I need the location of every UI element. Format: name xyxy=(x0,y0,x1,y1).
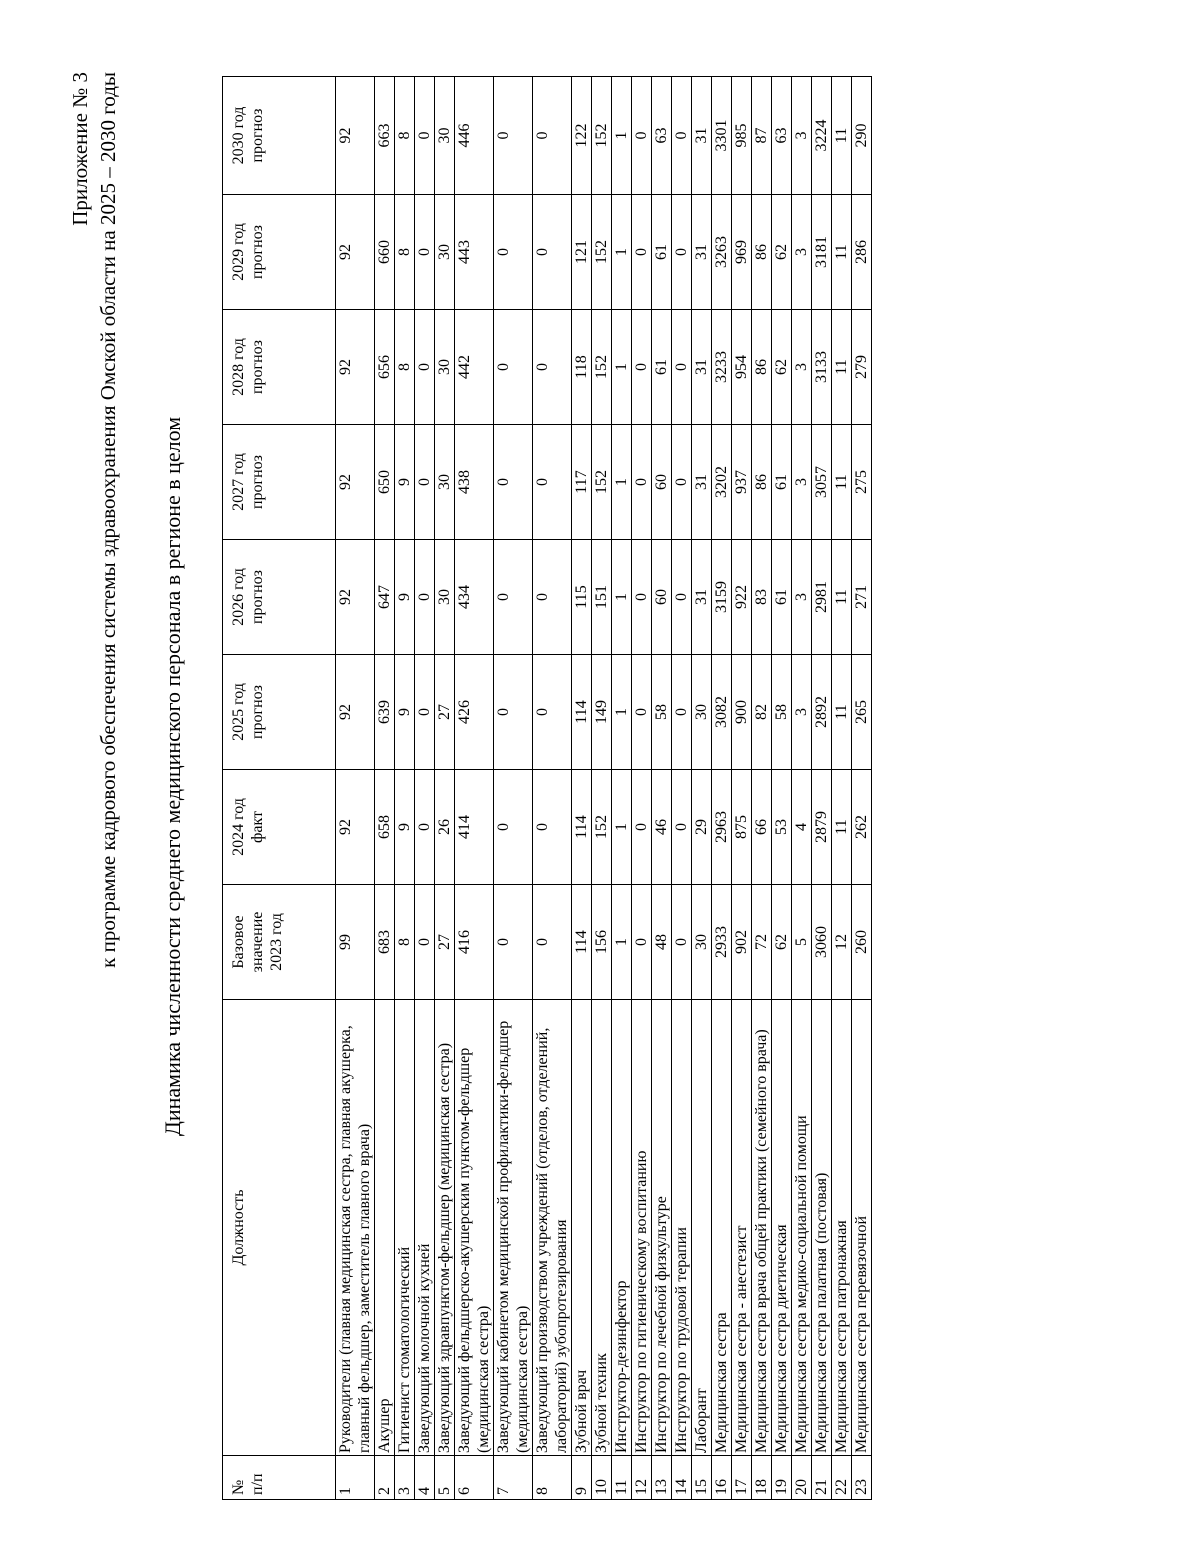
value-fact-2024: 658 xyxy=(375,770,395,885)
value-base-2023: 416 xyxy=(455,885,494,1000)
value-forecast-2030: 3224 xyxy=(812,77,832,195)
value-forecast-2029: 0 xyxy=(533,195,572,310)
position-name: Инструктор по гигиеническому воспитанию xyxy=(632,1000,652,1456)
header-2025-line1: 2025 год xyxy=(230,683,247,741)
row-number: 22 xyxy=(832,1456,852,1500)
position-name: Заведующий кабинетом медицинской профилактики-фельдшер (медицинская сестра) xyxy=(494,1000,533,1456)
value-forecast-2025: 2892 xyxy=(812,655,832,770)
value-fact-2024: 9 xyxy=(395,770,415,885)
value-forecast-2028: 279 xyxy=(852,310,872,425)
value-forecast-2029: 11 xyxy=(832,195,852,310)
row-number: 1 xyxy=(336,1456,375,1500)
table-row xyxy=(572,77,592,1500)
value-forecast-2029: 969 xyxy=(732,195,752,310)
position-name: Медицинская сестра врача общей практики (семейного врача) xyxy=(752,1000,772,1456)
value-forecast-2026: 434 xyxy=(455,540,494,655)
table-row xyxy=(852,77,872,1500)
position-name: Медицинская сестра палатная (постовая) xyxy=(812,1000,832,1456)
table-row xyxy=(455,77,494,1500)
value-forecast-2028: 0 xyxy=(632,310,652,425)
header-2028-line2: прогноз xyxy=(249,340,266,395)
value-forecast-2028: 442 xyxy=(455,310,494,425)
value-forecast-2029: 8 xyxy=(395,195,415,310)
table-row xyxy=(712,77,732,1500)
value-forecast-2027: 92 xyxy=(336,425,375,540)
value-forecast-2029: 62 xyxy=(772,195,792,310)
value-forecast-2028: 3 xyxy=(792,310,812,425)
header-2028 xyxy=(223,310,336,425)
value-fact-2024: 92 xyxy=(336,770,375,885)
value-fact-2024: 2963 xyxy=(712,770,732,885)
row-number: 14 xyxy=(672,1456,692,1500)
position-name: Медицинская сестра медико-социальной помощи xyxy=(792,1000,812,1456)
value-base-2023: 0 xyxy=(632,885,652,1000)
value-forecast-2030: 446 xyxy=(455,77,494,195)
value-base-2023: 62 xyxy=(772,885,792,1000)
value-fact-2024: 29 xyxy=(692,770,712,885)
table-row xyxy=(533,77,572,1500)
value-forecast-2028: 118 xyxy=(572,310,592,425)
value-forecast-2030: 985 xyxy=(732,77,752,195)
header-2025 xyxy=(223,655,336,770)
value-forecast-2026: 61 xyxy=(772,540,792,655)
value-forecast-2027: 0 xyxy=(672,425,692,540)
value-forecast-2026: 3159 xyxy=(712,540,732,655)
value-forecast-2030: 8 xyxy=(395,77,415,195)
table-row xyxy=(792,77,812,1500)
value-forecast-2026: 31 xyxy=(692,540,712,655)
value-forecast-2025: 1 xyxy=(612,655,632,770)
value-forecast-2030: 0 xyxy=(415,77,435,195)
header-base-line1: Базовое xyxy=(230,915,247,969)
value-forecast-2030: 3301 xyxy=(712,77,732,195)
value-forecast-2029: 286 xyxy=(852,195,872,310)
position-name: Гигиенист стоматологический xyxy=(395,1000,415,1456)
value-base-2023: 114 xyxy=(572,885,592,1000)
value-forecast-2025: 265 xyxy=(852,655,872,770)
value-forecast-2030: 63 xyxy=(652,77,672,195)
value-fact-2024: 0 xyxy=(672,770,692,885)
appendix-program: к программе кадрового обеспечения системы здравоохранения Омской области на 2025 – 2030 годы xyxy=(96,72,120,968)
value-forecast-2027: 275 xyxy=(852,425,872,540)
table-row xyxy=(592,77,612,1500)
value-forecast-2030: 152 xyxy=(592,77,612,195)
table-row xyxy=(494,77,533,1500)
value-fact-2024: 0 xyxy=(533,770,572,885)
value-fact-2024: 0 xyxy=(494,770,533,885)
value-forecast-2027: 152 xyxy=(592,425,612,540)
table-row xyxy=(336,77,375,1500)
position-name: Акушер xyxy=(375,1000,395,1456)
value-forecast-2025: 82 xyxy=(752,655,772,770)
value-base-2023: 99 xyxy=(336,885,375,1000)
header-idx-line2: п/п xyxy=(249,1473,266,1495)
value-forecast-2027: 3202 xyxy=(712,425,732,540)
position-name: Заведующий здравпунктом-фельдшер (медицинская сестра) xyxy=(435,1000,455,1456)
value-forecast-2028: 30 xyxy=(435,310,455,425)
row-number: 18 xyxy=(752,1456,772,1500)
header-2029-line1: 2029 год xyxy=(230,223,247,281)
row-number: 9 xyxy=(572,1456,592,1500)
value-forecast-2029: 660 xyxy=(375,195,395,310)
position-name: Медицинская сестра патронажная xyxy=(832,1000,852,1456)
value-base-2023: 3060 xyxy=(812,885,832,1000)
value-forecast-2026: 1 xyxy=(612,540,632,655)
value-base-2023: 48 xyxy=(652,885,672,1000)
header-2027-line1: 2027 год xyxy=(230,453,247,511)
table-row xyxy=(812,77,832,1500)
position-name: Медицинская сестра диетическая xyxy=(772,1000,792,1456)
value-forecast-2025: 92 xyxy=(336,655,375,770)
value-forecast-2026: 3 xyxy=(792,540,812,655)
value-forecast-2026: 9 xyxy=(395,540,415,655)
table-row xyxy=(612,77,632,1500)
row-number: 7 xyxy=(494,1456,533,1500)
value-forecast-2030: 290 xyxy=(852,77,872,195)
table-row xyxy=(772,77,792,1500)
value-forecast-2028: 11 xyxy=(832,310,852,425)
value-forecast-2026: 92 xyxy=(336,540,375,655)
value-forecast-2025: 0 xyxy=(672,655,692,770)
value-fact-2024: 4 xyxy=(792,770,812,885)
value-forecast-2025: 58 xyxy=(652,655,672,770)
value-forecast-2027: 86 xyxy=(752,425,772,540)
value-forecast-2027: 0 xyxy=(494,425,533,540)
header-2027 xyxy=(223,425,336,540)
value-forecast-2029: 0 xyxy=(494,195,533,310)
value-base-2023: 5 xyxy=(792,885,812,1000)
value-forecast-2030: 30 xyxy=(435,77,455,195)
value-base-2023: 0 xyxy=(533,885,572,1000)
value-forecast-2025: 149 xyxy=(592,655,612,770)
value-forecast-2025: 900 xyxy=(732,655,752,770)
value-forecast-2026: 647 xyxy=(375,540,395,655)
position-name: Заведующий производством учреждений (отделов, отделений, лабораторий) зубопротезирования xyxy=(533,1000,572,1456)
value-forecast-2027: 0 xyxy=(632,425,652,540)
row-number: 21 xyxy=(812,1456,832,1500)
value-forecast-2025: 0 xyxy=(632,655,652,770)
position-name: Зубной врач xyxy=(572,1000,592,1456)
table-row xyxy=(692,77,712,1500)
value-forecast-2027: 0 xyxy=(533,425,572,540)
value-fact-2024: 1 xyxy=(612,770,632,885)
table-header-row xyxy=(223,77,336,1500)
header-2026-line1: 2026 год xyxy=(230,568,247,626)
staff-table xyxy=(222,76,872,1500)
value-base-2023: 683 xyxy=(375,885,395,1000)
document-title: Динамика численности среднего медицинского персонала в регионе в целом xyxy=(160,416,185,1137)
value-forecast-2027: 650 xyxy=(375,425,395,540)
value-forecast-2026: 83 xyxy=(752,540,772,655)
header-2030 xyxy=(223,77,336,195)
value-base-2023: 1 xyxy=(612,885,632,1000)
value-forecast-2029: 0 xyxy=(415,195,435,310)
value-base-2023: 30 xyxy=(692,885,712,1000)
row-number: 4 xyxy=(415,1456,435,1500)
value-forecast-2029: 61 xyxy=(652,195,672,310)
value-forecast-2027: 3 xyxy=(792,425,812,540)
row-number: 16 xyxy=(712,1456,732,1500)
value-forecast-2029: 3 xyxy=(792,195,812,310)
value-forecast-2028: 3233 xyxy=(712,310,732,425)
value-forecast-2030: 63 xyxy=(772,77,792,195)
value-forecast-2030: 92 xyxy=(336,77,375,195)
value-forecast-2028: 152 xyxy=(592,310,612,425)
value-forecast-2030: 31 xyxy=(692,77,712,195)
value-forecast-2027: 3057 xyxy=(812,425,832,540)
value-fact-2024: 0 xyxy=(415,770,435,885)
position-name: Заведующий фельдшерско-акушерским пунктом-фельдшер (медицинская сестра) xyxy=(455,1000,494,1456)
header-2029 xyxy=(223,195,336,310)
value-base-2023: 260 xyxy=(852,885,872,1000)
value-forecast-2027: 937 xyxy=(732,425,752,540)
header-idx xyxy=(223,1456,336,1500)
value-forecast-2029: 1 xyxy=(612,195,632,310)
value-forecast-2025: 639 xyxy=(375,655,395,770)
appendix-header xyxy=(66,72,122,968)
table-row xyxy=(632,77,652,1500)
value-fact-2024: 414 xyxy=(455,770,494,885)
table-row xyxy=(395,77,415,1500)
value-forecast-2027: 438 xyxy=(455,425,494,540)
header-base xyxy=(223,885,336,1000)
value-forecast-2025: 3082 xyxy=(712,655,732,770)
value-forecast-2030: 1 xyxy=(612,77,632,195)
value-forecast-2026: 0 xyxy=(533,540,572,655)
position-name: Лаборант xyxy=(692,1000,712,1456)
value-forecast-2029: 0 xyxy=(632,195,652,310)
header-2024-line2: факт xyxy=(249,810,266,844)
value-forecast-2026: 11 xyxy=(832,540,852,655)
value-forecast-2028: 0 xyxy=(533,310,572,425)
value-forecast-2026: 151 xyxy=(592,540,612,655)
value-forecast-2029: 0 xyxy=(672,195,692,310)
value-forecast-2029: 86 xyxy=(752,195,772,310)
row-number: 19 xyxy=(772,1456,792,1500)
value-forecast-2029: 443 xyxy=(455,195,494,310)
value-base-2023: 156 xyxy=(592,885,612,1000)
value-forecast-2026: 0 xyxy=(494,540,533,655)
appendix-number: Приложение № 3 xyxy=(68,72,92,226)
value-forecast-2027: 9 xyxy=(395,425,415,540)
position-name: Инструктор-дезинфектор xyxy=(612,1000,632,1456)
table-row xyxy=(415,77,435,1500)
value-fact-2024: 0 xyxy=(632,770,652,885)
value-forecast-2025: 0 xyxy=(533,655,572,770)
header-base-line2: значение xyxy=(249,911,266,973)
value-forecast-2027: 11 xyxy=(832,425,852,540)
value-forecast-2026: 0 xyxy=(672,540,692,655)
value-base-2023: 0 xyxy=(415,885,435,1000)
value-base-2023: 27 xyxy=(435,885,455,1000)
value-fact-2024: 114 xyxy=(572,770,592,885)
row-number: 10 xyxy=(592,1456,612,1500)
value-forecast-2028: 656 xyxy=(375,310,395,425)
table-row xyxy=(435,77,455,1500)
value-forecast-2029: 92 xyxy=(336,195,375,310)
table-row xyxy=(375,77,395,1500)
header-idx-line1: № xyxy=(230,1479,247,1495)
value-base-2023: 12 xyxy=(832,885,852,1000)
table-row xyxy=(652,77,672,1500)
value-forecast-2029: 31 xyxy=(692,195,712,310)
value-forecast-2030: 122 xyxy=(572,77,592,195)
value-forecast-2025: 27 xyxy=(435,655,455,770)
value-forecast-2026: 922 xyxy=(732,540,752,655)
value-forecast-2030: 0 xyxy=(672,77,692,195)
value-forecast-2027: 30 xyxy=(435,425,455,540)
value-base-2023: 2933 xyxy=(712,885,732,1000)
header-2024 xyxy=(223,770,336,885)
header-2029-line2: прогноз xyxy=(249,225,266,280)
value-forecast-2030: 0 xyxy=(632,77,652,195)
value-base-2023: 902 xyxy=(732,885,752,1000)
value-forecast-2026: 60 xyxy=(652,540,672,655)
header-2025-line2: прогноз xyxy=(249,685,266,740)
value-base-2023: 0 xyxy=(672,885,692,1000)
value-forecast-2028: 3133 xyxy=(812,310,832,425)
value-forecast-2027: 31 xyxy=(692,425,712,540)
table-row xyxy=(732,77,752,1500)
position-name: Зубной техник xyxy=(592,1000,612,1456)
value-forecast-2026: 30 xyxy=(435,540,455,655)
value-forecast-2030: 0 xyxy=(533,77,572,195)
row-number: 17 xyxy=(732,1456,752,1500)
value-forecast-2028: 61 xyxy=(652,310,672,425)
value-forecast-2026: 2981 xyxy=(812,540,832,655)
value-forecast-2027: 1 xyxy=(612,425,632,540)
value-forecast-2025: 114 xyxy=(572,655,592,770)
value-fact-2024: 53 xyxy=(772,770,792,885)
value-forecast-2025: 3 xyxy=(792,655,812,770)
value-forecast-2029: 3263 xyxy=(712,195,732,310)
value-forecast-2030: 0 xyxy=(494,77,533,195)
value-forecast-2029: 3181 xyxy=(812,195,832,310)
value-forecast-2029: 152 xyxy=(592,195,612,310)
table-row xyxy=(832,77,852,1500)
header-position xyxy=(223,1000,336,1456)
value-forecast-2025: 0 xyxy=(415,655,435,770)
value-fact-2024: 875 xyxy=(732,770,752,885)
value-forecast-2027: 61 xyxy=(772,425,792,540)
header-2026-line2: прогноз xyxy=(249,570,266,625)
row-number: 20 xyxy=(792,1456,812,1500)
header-base-line3: 2023 год xyxy=(268,913,285,971)
value-forecast-2026: 115 xyxy=(572,540,592,655)
value-forecast-2028: 0 xyxy=(494,310,533,425)
table-body xyxy=(336,77,872,1500)
row-number: 12 xyxy=(632,1456,652,1500)
row-number: 8 xyxy=(533,1456,572,1500)
header-2028-line1: 2028 год xyxy=(230,338,247,396)
header-2030-line2: прогноз xyxy=(249,108,266,163)
value-forecast-2025: 30 xyxy=(692,655,712,770)
value-forecast-2030: 663 xyxy=(375,77,395,195)
value-fact-2024: 26 xyxy=(435,770,455,885)
value-forecast-2028: 86 xyxy=(752,310,772,425)
value-forecast-2030: 3 xyxy=(792,77,812,195)
value-forecast-2029: 30 xyxy=(435,195,455,310)
header-position-label: Должность xyxy=(230,1189,247,1266)
value-forecast-2028: 1 xyxy=(612,310,632,425)
value-forecast-2028: 8 xyxy=(395,310,415,425)
row-number: 6 xyxy=(455,1456,494,1500)
value-fact-2024: 46 xyxy=(652,770,672,885)
value-forecast-2029: 121 xyxy=(572,195,592,310)
value-forecast-2030: 11 xyxy=(832,77,852,195)
value-forecast-2026: 0 xyxy=(632,540,652,655)
value-forecast-2026: 271 xyxy=(852,540,872,655)
value-forecast-2027: 0 xyxy=(415,425,435,540)
row-number: 11 xyxy=(612,1456,632,1500)
position-name: Инструктор по лечебной физкультуре xyxy=(652,1000,672,1456)
value-forecast-2030: 87 xyxy=(752,77,772,195)
header-2024-line1: 2024 год xyxy=(230,798,247,856)
value-base-2023: 0 xyxy=(494,885,533,1000)
position-name: Медицинская сестра - анестезист xyxy=(732,1000,752,1456)
position-name: Руководители (главная медицинская сестра, главная акушерка, главный фельдшер, заместитель главного врача) xyxy=(336,1000,375,1456)
value-forecast-2026: 0 xyxy=(415,540,435,655)
value-fact-2024: 66 xyxy=(752,770,772,885)
value-forecast-2025: 9 xyxy=(395,655,415,770)
row-number: 13 xyxy=(652,1456,672,1500)
value-fact-2024: 2879 xyxy=(812,770,832,885)
value-fact-2024: 152 xyxy=(592,770,612,885)
value-forecast-2028: 62 xyxy=(772,310,792,425)
value-forecast-2025: 0 xyxy=(494,655,533,770)
table-row xyxy=(672,77,692,1500)
position-name: Заведующий молочной кухней xyxy=(415,1000,435,1456)
row-number: 5 xyxy=(435,1456,455,1500)
value-forecast-2028: 0 xyxy=(672,310,692,425)
value-forecast-2025: 58 xyxy=(772,655,792,770)
value-fact-2024: 262 xyxy=(852,770,872,885)
value-base-2023: 72 xyxy=(752,885,772,1000)
position-name: Медицинская сестра перевязочной xyxy=(852,1000,872,1456)
header-2030-line1: 2030 год xyxy=(230,106,247,165)
row-number: 23 xyxy=(852,1456,872,1500)
row-number: 3 xyxy=(395,1456,415,1500)
position-name: Инструктор по трудовой терапии xyxy=(672,1000,692,1456)
value-forecast-2027: 117 xyxy=(572,425,592,540)
position-name: Медицинская сестра xyxy=(712,1000,732,1456)
header-2026 xyxy=(223,540,336,655)
row-number: 2 xyxy=(375,1456,395,1500)
row-number: 15 xyxy=(692,1456,712,1500)
value-forecast-2028: 31 xyxy=(692,310,712,425)
header-2027-line2: прогноз xyxy=(249,455,266,510)
value-forecast-2025: 426 xyxy=(455,655,494,770)
value-forecast-2027: 60 xyxy=(652,425,672,540)
value-base-2023: 8 xyxy=(395,885,415,1000)
table-row xyxy=(752,77,772,1500)
value-forecast-2028: 0 xyxy=(415,310,435,425)
value-forecast-2028: 954 xyxy=(732,310,752,425)
value-forecast-2025: 11 xyxy=(832,655,852,770)
value-forecast-2028: 92 xyxy=(336,310,375,425)
value-fact-2024: 11 xyxy=(832,770,852,885)
